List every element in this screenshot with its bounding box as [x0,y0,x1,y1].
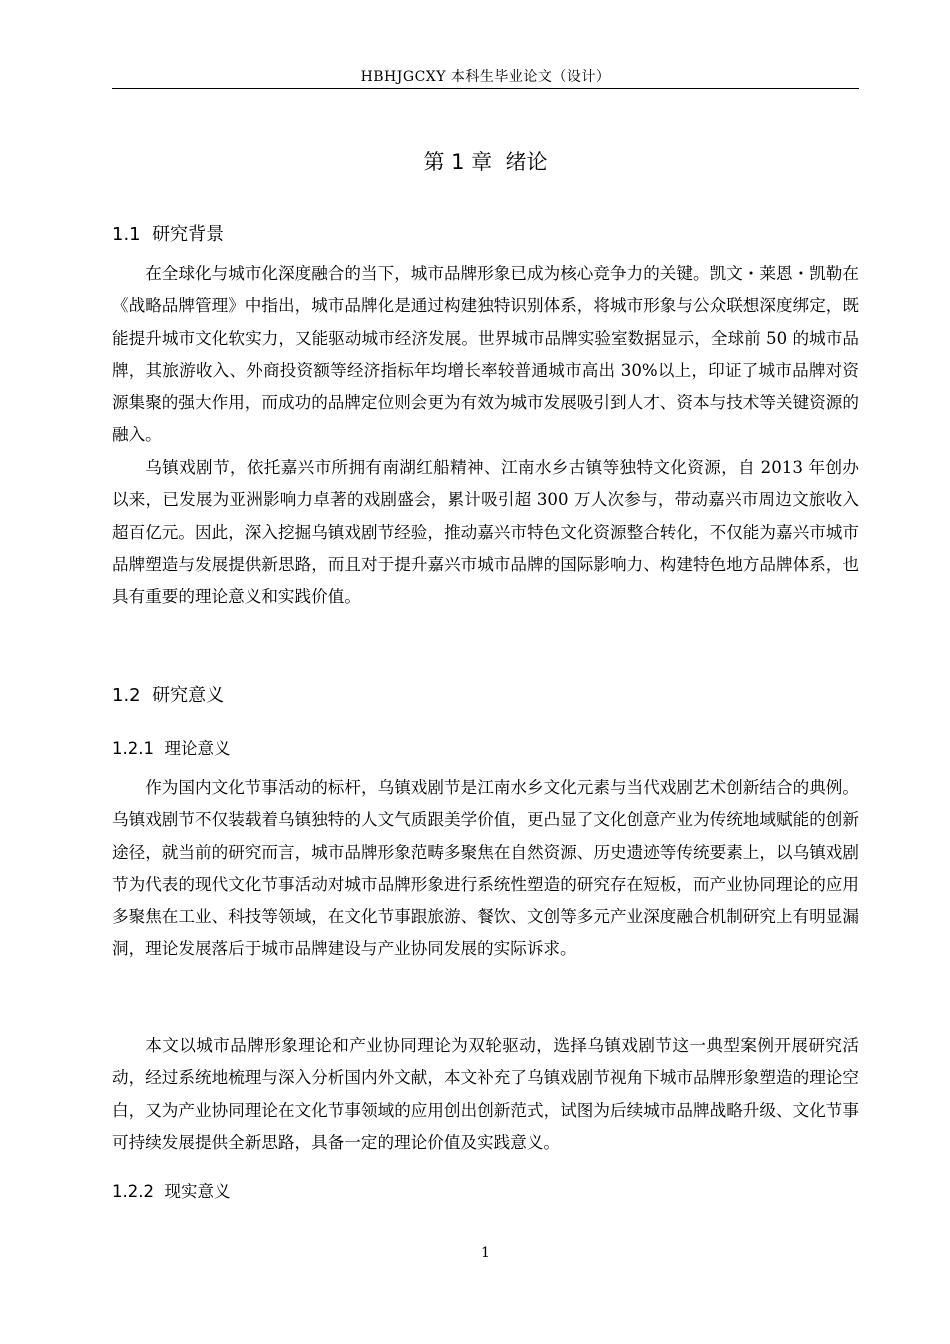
section-heading-1-2: 1.2 研究意义 [112,685,225,706]
paragraph-background-1: 在全球化与城市化深度融合的当下，城市品牌形象已成为核心竞争力的关键。凯文・莱恩・凯勒在《战略品牌管理》中指出，城市品牌化是通过构建独特识别体系，将城市形象与公众联想深度绑定，既能提升城市文化软实力，又能驱动城市经济发展。世界城市品牌实验室数据显示，全球前 50 的城市品牌，其旅游收入、外商投资额等经济指标年均增长率较普通城市高出 30%以上，印证了城市品牌对资源集聚的强大作用，而成功的品牌定位则会更为有效为城市发展吸引到人才、资本与技术等关键资源的融入。 [112,264,859,445]
running-header: HBHJGCXY 本科生毕业论文（设计） [360,69,611,85]
section-heading-1-2-1: 1.2.1 理论意义 [112,739,231,758]
section-heading-1-1: 1.1 研究背景 [112,224,225,245]
page-number: 1 [481,1245,490,1261]
header-rule [112,88,859,89]
section-heading-1-2-2: 1.2.2 现实意义 [112,1182,231,1201]
paragraph-background-2: 乌镇戏剧节，依托嘉兴市所拥有南湖红船精神、江南水乡古镇等独特文化资源，自 2013 年创办以来，已发展为亚洲影响力卓著的戏剧盛会，累计吸引超 300 万人次参与，带动嘉兴市周边文旅收入超百亿元。因此，深入挖掘乌镇戏剧节经验，推动嘉兴市特色文化资源整合转化，不仅能为嘉兴市城市品牌塑造与发展提供新思路，而且对于提升嘉兴市城市品牌的国际影响力、构建特色地方品牌体系，也具有重要的理论意义和实践价值。 [112,458,859,607]
chapter-title: 第 1 章 绪论 [423,150,548,174]
paragraph-theory-2: 本文以城市品牌形象理论和产业协同理论为双轮驱动，选择乌镇戏剧节这一典型案例开展研究活动，经过系统地梳理与深入分析国内外文献，本文补充了乌镇戏剧节视角下城市品牌形象塑造的理论空白，又为产业协同理论在文化节事领域的应用创出创新范式，试图为后续城市品牌战略升级、文化节事可持续发展提供全新思路，具备一定的理论价值及实践意义。 [112,1036,859,1152]
paragraph-theory-1: 作为国内文化节事活动的标杆，乌镇戏剧节是江南水乡文化元素与当代戏剧艺术创新结合的典例。乌镇戏剧节不仅装载着乌镇独特的人文气质跟美学价值，更凸显了文化创意产业为传统地域赋能的创新途径，就当前的研究而言，城市品牌形象范畴多聚焦在自然资源、历史遗迹等传统要素上，以乌镇戏剧节为代表的现代文化节事活动对城市品牌形象进行系统性塑造的研究存在短板，而产业协同理论的应用多聚焦在工业、科技等领域，在文化节事跟旅游、餐饮、文创等多元产业深度融合机制研究上有明显漏洞，理论发展落后于城市品牌建设与产业协同发展的实际诉求。 [112,778,859,959]
